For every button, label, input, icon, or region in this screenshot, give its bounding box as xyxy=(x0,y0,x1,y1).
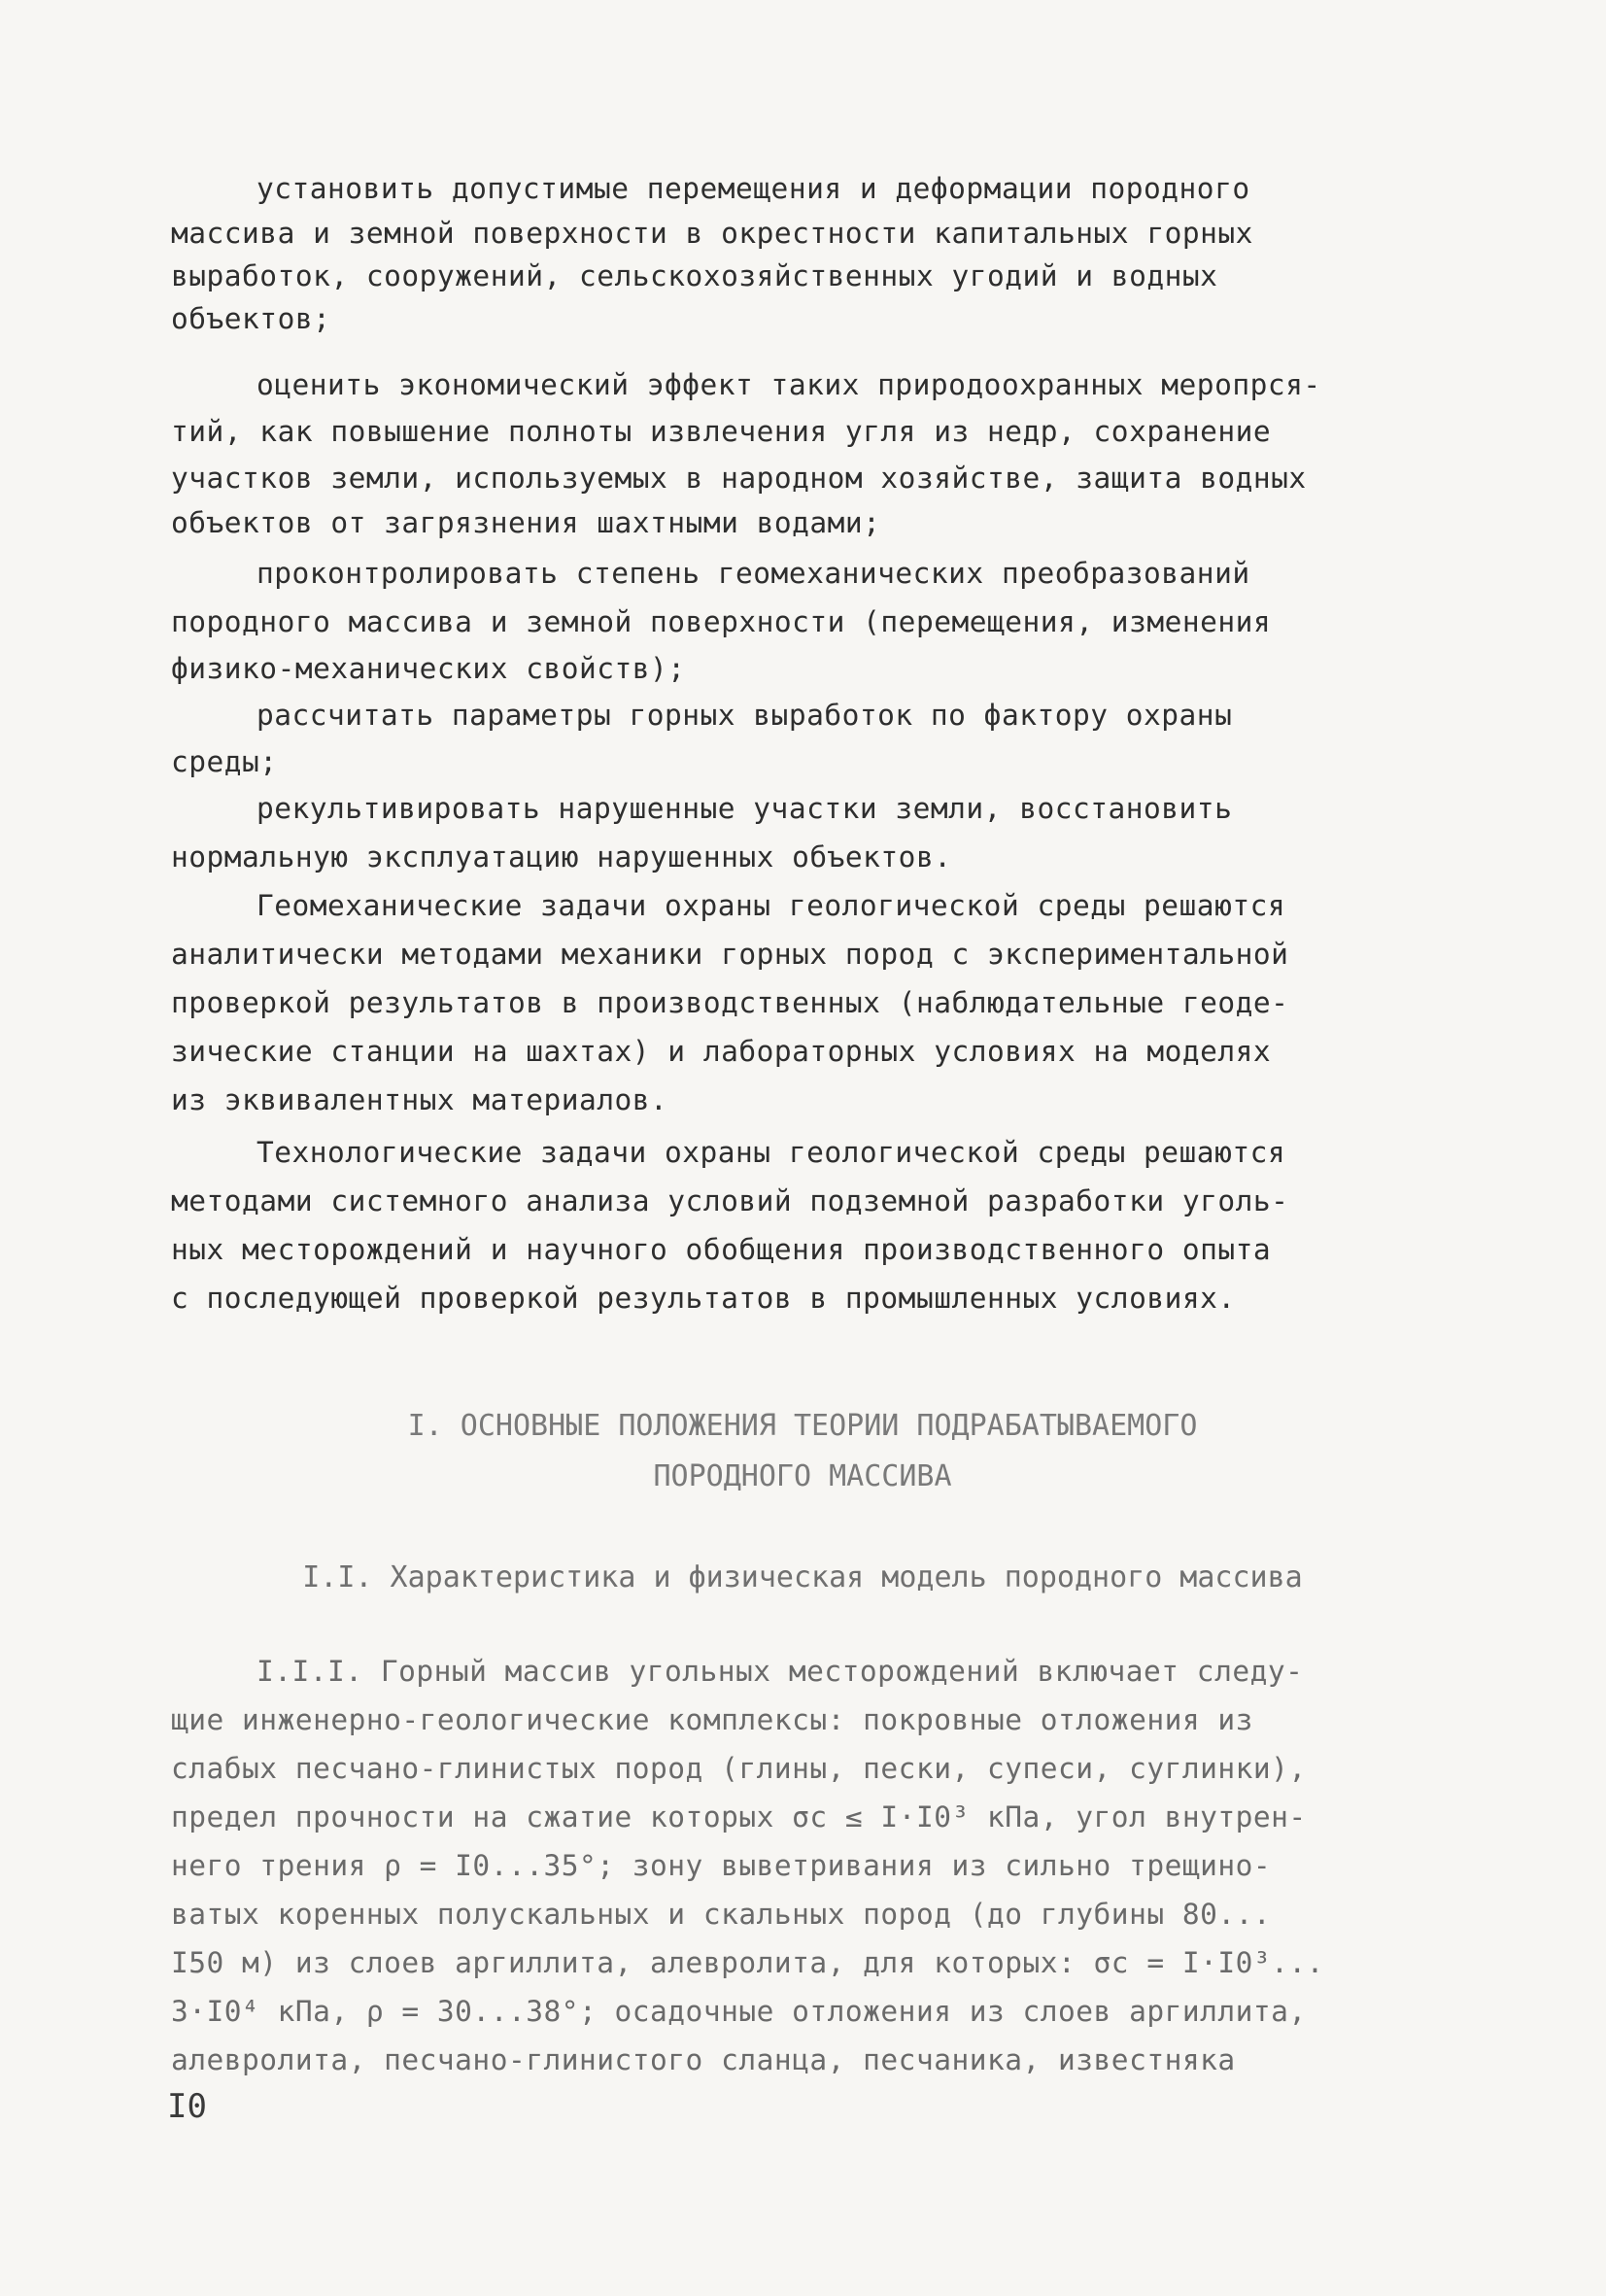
text-line: рекультивировать нарушенные участки земли, восстановить xyxy=(256,792,1233,825)
text-line: Геомеханические задачи охраны геологической среды решаются xyxy=(256,889,1286,922)
text-line: из эквивалентных материалов. xyxy=(171,1083,668,1116)
text-line: Технологические задачи охраны геологической среды решаются xyxy=(256,1136,1286,1169)
text-line: физико-механических свойств); xyxy=(171,652,686,685)
text-line: тий, как повышение полноты извлечения угля из недр, сохранение xyxy=(171,415,1272,448)
text-line: объектов; xyxy=(171,302,331,335)
text-line: алевролита, песчано-глинистого сланца, песчаника, известняка xyxy=(171,2043,1236,2076)
text-line: него трения ρ = I0...35°; зону выветривания из сильно трещино- xyxy=(171,1849,1272,1882)
text-line: среды; xyxy=(171,745,278,778)
page-number: I0 xyxy=(167,2087,207,2126)
text-line: предел прочности на сжатие которых σc ≤ I·I0³ кПа, угол внутрен- xyxy=(171,1800,1307,1833)
text-line: ных месторождений и научного обобщения производственного опыта xyxy=(171,1233,1272,1266)
text-line: I.I.I. Горный массив угольных месторождений включает следу- xyxy=(256,1655,1304,1688)
text-line: объектов от загрязнения шахтными водами; xyxy=(171,506,881,539)
text-line: нормальную эксплуатацию нарушенных объектов. xyxy=(171,840,952,874)
text-line: 3·I0⁴ кПа, ρ = 30...38°; осадочные отложения из слоев аргиллита, xyxy=(171,1995,1307,2028)
text-line: аналитически методами механики горных пород с экспериментальной xyxy=(171,938,1289,971)
text-line: слабых песчано-глинистых пород (глины, пески, супеси, суглинки), xyxy=(171,1752,1307,1785)
text-line: ватых коренных полускальных и скальных пород (до глубины 80... xyxy=(171,1898,1272,1931)
text-line: I50 м) из слоев аргиллита, алевролита, для которых: σc = I·I0³... xyxy=(171,1946,1324,1979)
text-line: массива и земной поверхности в окрестности капитальных горных xyxy=(171,217,1253,250)
text-line: щие инженерно-геологические комплексы: покровные отложения из xyxy=(171,1703,1253,1736)
text-line: выработок, сооружений, сельскохозяйственных угодий и водных xyxy=(171,259,1218,292)
section-heading-line: ПОРОДНОГО МАССИВА xyxy=(653,1459,952,1493)
text-line: рассчитать параметры горных выработок по фактору охраны xyxy=(256,699,1233,732)
text-line: проконтролировать степень геомеханических преобразований xyxy=(256,557,1250,590)
text-line: с последующей проверкой результатов в промышленных условиях. xyxy=(171,1282,1236,1315)
text-line: зические станции на шахтах) и лабораторных условиях на моделях xyxy=(171,1035,1272,1068)
text-line: проверкой результатов в производственных (наблюдательные геоде- xyxy=(171,986,1289,1019)
text-line: участков земли, используемых в народном хозяйстве, защита водных xyxy=(171,462,1307,495)
subsection-heading: I.I. Характеристика и физическая модель породного массива xyxy=(302,1560,1303,1594)
text-line: установить допустимые перемещения и деформации породного xyxy=(256,172,1250,205)
text-line: методами системного анализа условий подземной разработки уголь- xyxy=(171,1184,1289,1217)
text-line: оценить экономический эффект таких природоохранных меропрся- xyxy=(256,368,1321,401)
text-line: породного массива и земной поверхности (перемещения, изменения xyxy=(171,605,1272,638)
section-heading-line: I. ОСНОВНЫЕ ПОЛОЖЕНИЯ ТЕОРИИ ПОДРАБАТЫВАЕМОГО xyxy=(407,1409,1198,1443)
